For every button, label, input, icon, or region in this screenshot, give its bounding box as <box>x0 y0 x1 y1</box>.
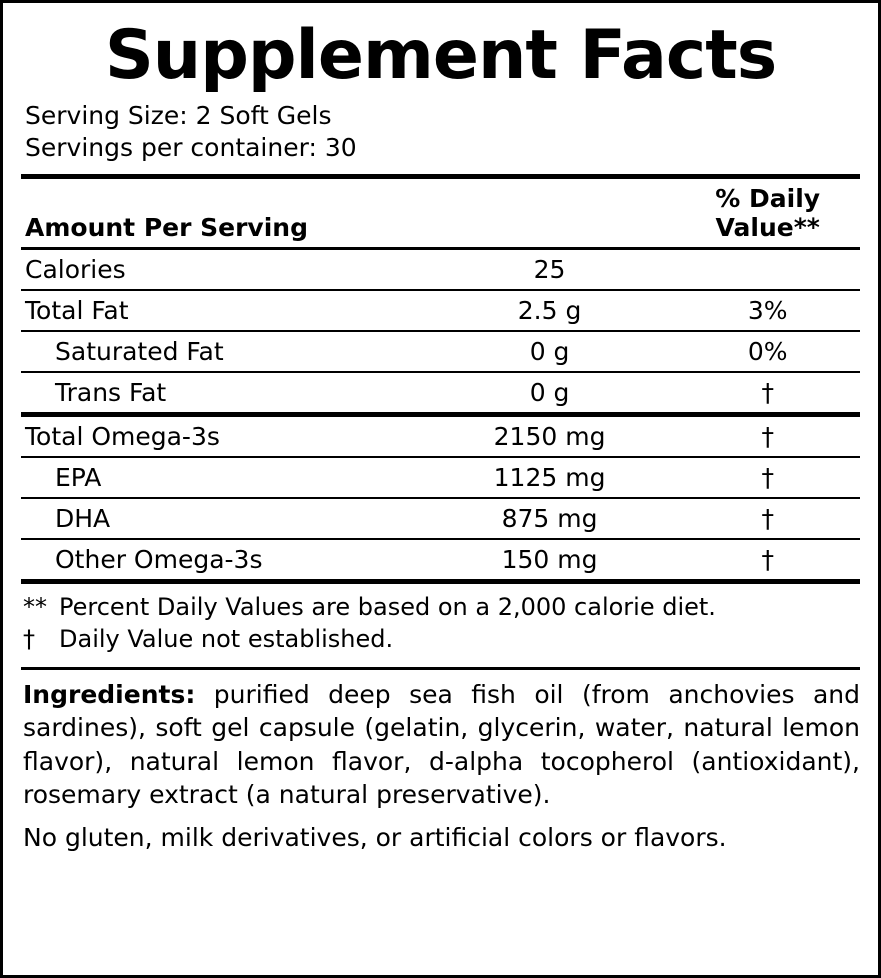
divider-ingredients <box>21 667 860 670</box>
table-row <box>21 372 860 415</box>
row-amount: 1125 mg <box>424 457 676 498</box>
ingredients-text: purified deep sea fish oil (from anchovies and sardines), soft gel capsule (gelatin, glycerin, water, natural lemon flavor), natural lemon flavor, d-alpha tocopherol (antioxidant), rosemary extract (a natural preservative). <box>23 679 860 810</box>
row-daily-value <box>675 249 860 291</box>
row-amount: 25 <box>424 249 676 291</box>
row-label: DHA <box>21 498 424 539</box>
column-header-daily-value: % Daily Value** <box>675 179 860 249</box>
column-header-amount: Amount Per Serving <box>21 179 424 249</box>
ingredients-paragraph <box>23 678 860 812</box>
footnote-dagger <box>23 624 860 655</box>
row-label: Total Omega-3s <box>21 415 424 458</box>
footnotes <box>23 592 860 654</box>
row-daily-value: † <box>675 539 860 582</box>
row-daily-value: † <box>675 498 860 539</box>
allergen-statement: No gluten, milk derivatives, or artificial colors or flavors. <box>23 822 727 852</box>
row-label: Calories <box>21 249 424 291</box>
footnote-text: Daily Value not established. <box>59 624 394 653</box>
table-row <box>21 331 860 372</box>
row-amount: 2.5 g <box>424 290 676 331</box>
table-header-row <box>21 179 860 249</box>
table-row <box>21 457 860 498</box>
footnote-daily-value <box>23 592 860 623</box>
row-daily-value: † <box>675 372 860 415</box>
table-row <box>21 249 860 291</box>
row-label: Total Fat <box>21 290 424 331</box>
footnote-mark-asterisk: ** <box>23 593 47 622</box>
row-daily-value: 0% <box>675 331 860 372</box>
servings-per-container-text: Servings per container: 30 <box>25 133 357 163</box>
table-row <box>21 539 860 582</box>
column-header-spacer <box>424 179 676 249</box>
row-amount: 0 g <box>424 331 676 372</box>
footnote-mark-dagger: † <box>23 624 35 653</box>
page-title: Supplement Facts <box>104 16 777 95</box>
row-amount: 150 mg <box>424 539 676 582</box>
row-label: Saturated Fat <box>21 331 424 372</box>
serving-size-text: Serving Size: 2 Soft Gels <box>25 101 332 131</box>
table-row <box>21 290 860 331</box>
row-daily-value: 3% <box>675 290 860 331</box>
table-row <box>21 498 860 539</box>
row-label: Other Omega-3s <box>21 539 424 582</box>
row-amount: 0 g <box>424 372 676 415</box>
row-daily-value: † <box>675 415 860 458</box>
row-label: Trans Fat <box>21 372 424 415</box>
ingredients-label: Ingredients: <box>23 679 196 709</box>
row-amount: 875 mg <box>424 498 676 539</box>
nutrition-table <box>21 179 860 584</box>
footnote-text: Percent Daily Values are based on a 2,000 calorie diet. <box>59 593 716 622</box>
row-daily-value: † <box>675 457 860 498</box>
table-row <box>21 415 860 458</box>
row-label: EPA <box>21 457 424 498</box>
row-amount: 2150 mg <box>424 415 676 458</box>
